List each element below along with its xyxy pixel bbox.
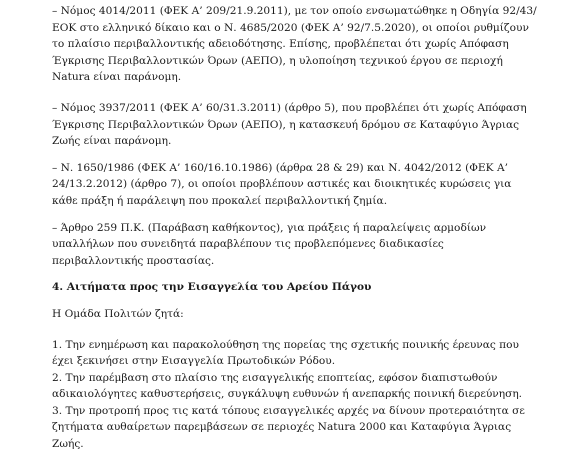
document-page (52, 3, 537, 453)
request-item-3: 3. Την προτροπή προς τις κατά τόπους εισαγγελικές αρχές να δίνουν προτεραιότητα σε ζητήματα αυθαίρετων παρεμβάσεων σε περιοχές Natura 2000 και Καταφύγια Άγριας Ζωής. (52, 404, 525, 451)
request-item-1: 1. Την ενημέρωση και παρακολούθηση της πορείας της σχετικής ποινικής έρευνας που έχει ξεκινήσει στην Εισαγγελία Πρωτοδικών Ρόδου. (52, 338, 519, 368)
requests-intro: Η Ομάδα Πολιτών ζητά: (52, 307, 184, 320)
legal-item-law-4014: – Νόμος 4014/2011 (ΦΕΚ Α’ 209/21.9.2011), με τον οποίο ενσωματώθηκε η Οδηγία 92/43/ΕΟΚ στο ελληνικό δίκαιο και ο Ν. 4685/2020 (ΦΕΚ Α’ 92/7.5.2020), οι οποίοι ρυθμίζουν το πλαίσιο περιβαλλοντικής αδειοδότησης. Επίσης, προβλέπεται ότι χωρίς Απόφαση Έγκρισης Περιβαλλοντικών Όρων (ΑΕΠΟ), η υλοποίηση τεχνικού έργου σε περιοχή Natura είναι παράνομη. (52, 5, 537, 84)
legal-item-law-1650: – Ν. 1650/1986 (ΦΕΚ Α’ 160/16.10.1986) (άρθρα 28 & 29) και Ν. 4042/2012 (ΦΕΚ Α’ 24/13.2.2012) (άρθρο 7), οι οποίοι προβλέπουν αστικές και διοικητικές κυρώσεις για κάθε πράξη ή παράλειψη που προκαλεί περιβαλλοντική ζημία. (52, 161, 512, 207)
section-heading: 4. Αιτήματα προς την Εισαγγελία του Αρείου Πάγου (52, 281, 372, 294)
legal-item-article-259: – Άρθρο 259 Π.Κ. (Παράβαση καθήκοντος), για πράξεις ή παραλείψεις αρμοδίων υπαλλήλων που συνειδητά παραβλέπουν τις προβλεπόμενες διαδικασίες περιβαλλοντικής προστασίας. (52, 221, 487, 267)
legal-item-law-3937: – Νόμος 3937/2011 (ΦΕΚ Α’ 60/31.3.2011) (άρθρο 5), που προβλέπει ότι χωρίς Απόφαση Έγκρισης Περιβαλλοντικών Όρων (ΑΕΠΟ), η κατασκευή δρόμου σε Καταφύγιο Άγριας Ζωής είναι παράνομη. (52, 101, 527, 148)
request-item-2: 2. Την παρέμβαση στο πλαίσιο της εισαγγελικής εποπτείας, εφόσον διαπιστωθούν αδικαιολόγητες καθυστερήσεις, συγκάλυψη ευθυνών ή ανεπαρκής ποινική διερεύνηση. (52, 371, 523, 401)
